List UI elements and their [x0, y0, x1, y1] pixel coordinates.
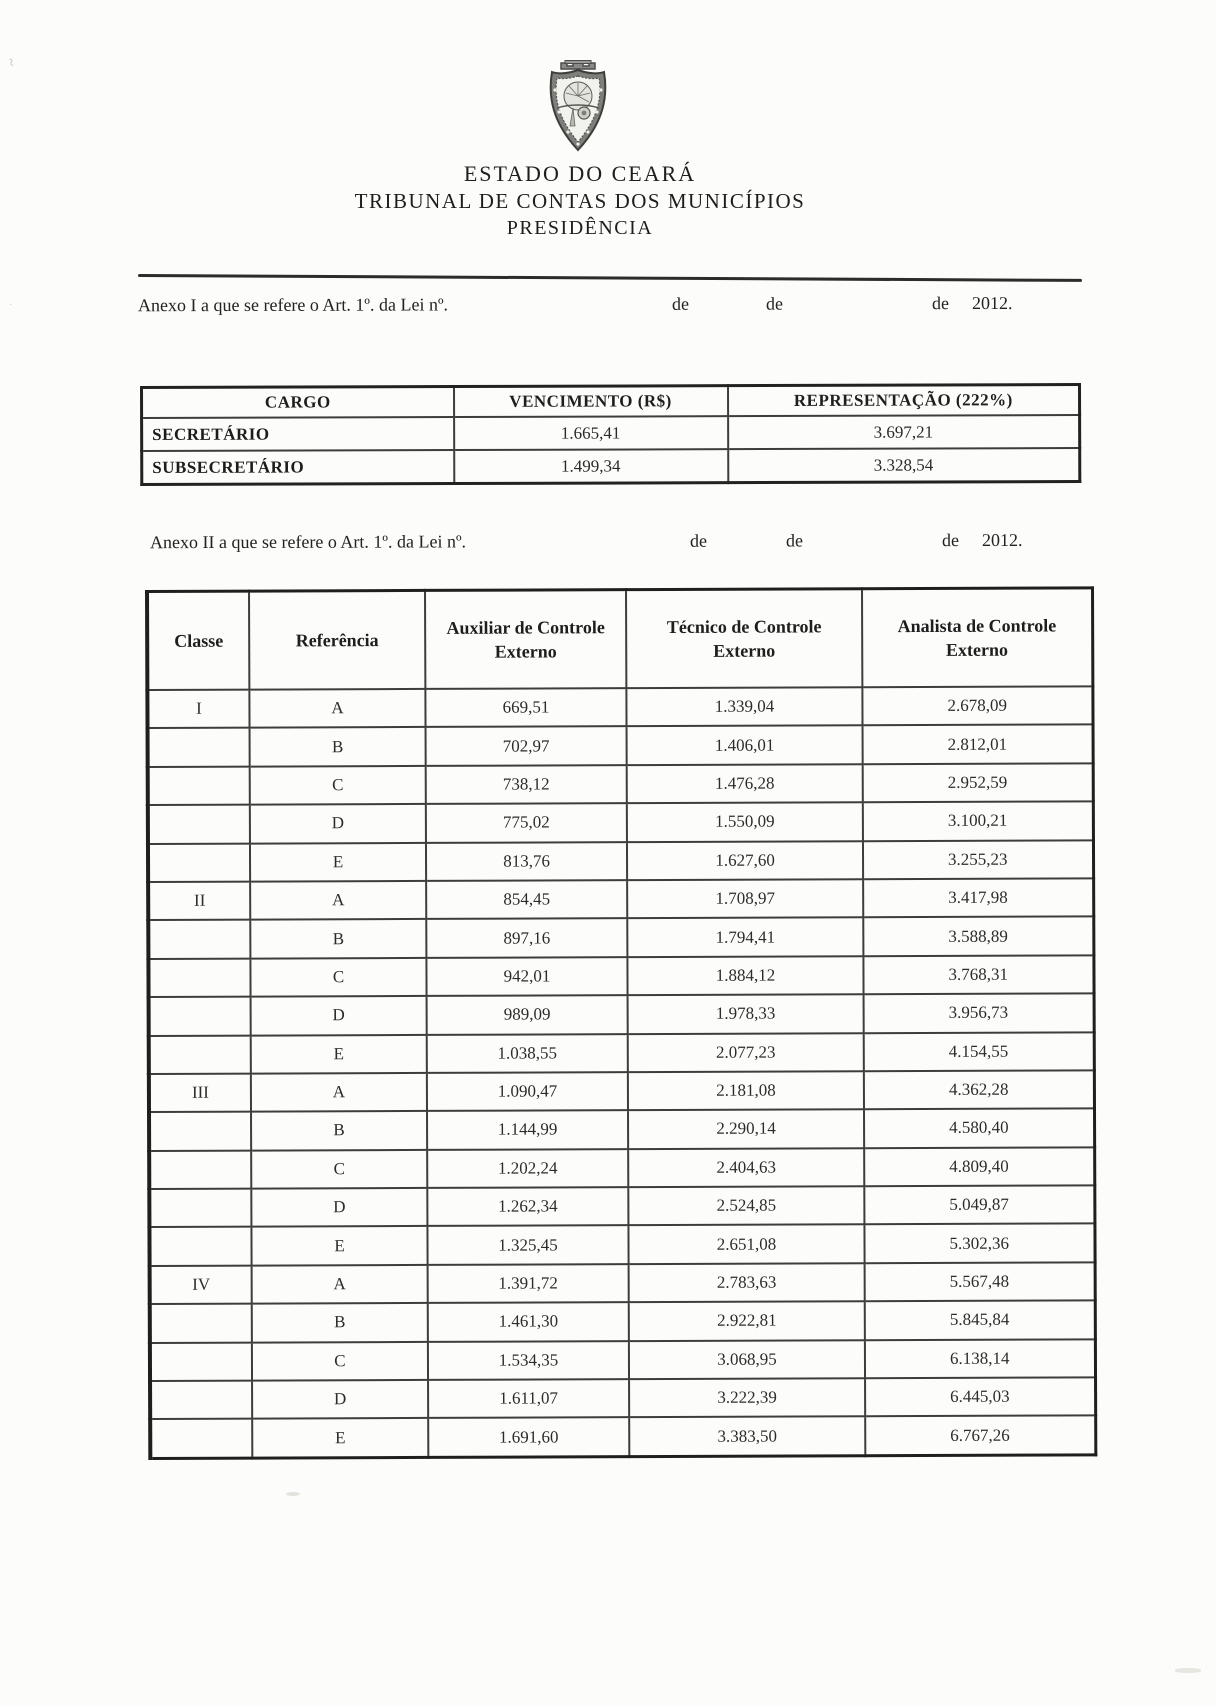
- header-divider: [138, 274, 1082, 282]
- table-cell: 2.783,63: [629, 1263, 865, 1302]
- table-row: [148, 840, 1093, 882]
- table-cell: [148, 920, 250, 959]
- table-row: [149, 1109, 1094, 1151]
- table-cell: 1.499,34: [454, 449, 728, 483]
- table-cell: [149, 1189, 251, 1228]
- table-cell: 1.550,09: [627, 802, 863, 841]
- anexo1-table-wrap: [140, 383, 1078, 486]
- table-cell: IV: [150, 1265, 252, 1304]
- anexo2-table: [145, 586, 1097, 1459]
- anexo1-de-day: de: [671, 293, 690, 314]
- table-cell: 775,02: [426, 803, 627, 842]
- table-cell: 1.476,28: [627, 764, 863, 803]
- table-row: [149, 1147, 1094, 1189]
- table-row: [148, 763, 1093, 805]
- table-cell: D: [251, 1188, 427, 1227]
- table-cell: 5.845,84: [865, 1301, 1095, 1340]
- table-cell: 1.978,33: [628, 994, 864, 1033]
- table-cell: 2.077,23: [628, 1033, 864, 1072]
- table-cell: 6.445,03: [865, 1377, 1095, 1416]
- anexo2-table-wrap: [145, 586, 1093, 1459]
- table-cell: 3.697,21: [728, 415, 1080, 449]
- anexo2-label: Anexo II a que se refere o Art. 1º. da Lei nº.: [149, 531, 467, 553]
- table-cell: 2.181,08: [628, 1071, 864, 1110]
- table-row: [149, 1224, 1094, 1266]
- table-cell: B: [252, 1303, 428, 1342]
- table-cell: 1.391,72: [428, 1264, 629, 1303]
- table-row: [147, 686, 1092, 728]
- table-cell: 4.809,40: [864, 1147, 1094, 1186]
- table-cell: 2.678,09: [862, 686, 1092, 725]
- table-cell: E: [252, 1418, 428, 1458]
- table-cell: E: [251, 1034, 427, 1073]
- table-cell: 1.665,41: [454, 416, 728, 450]
- table-row: [142, 448, 1080, 484]
- anexo1-label: Anexo I a que se refere o Art. 1º. da Lei nº.: [137, 294, 449, 316]
- table-cell: 813,76: [426, 842, 627, 881]
- table-cell: A: [252, 1265, 428, 1304]
- anexo1-caption: [0, 292, 1216, 321]
- table-row: [149, 1032, 1094, 1074]
- table-cell: 702,97: [426, 727, 627, 766]
- table-row: [148, 878, 1093, 920]
- anexo1-de-year: de: [931, 293, 950, 314]
- table-cell: SUBSECRETÁRIO: [142, 450, 454, 484]
- table-cell: 2.952,59: [863, 763, 1093, 802]
- table-cell: 2.812,01: [863, 725, 1093, 764]
- table-cell: I: [147, 690, 249, 729]
- table-row: [148, 725, 1093, 767]
- org-name-state: ESTADO DO CEARÁ: [463, 161, 697, 186]
- org-name-presidencia: PRESIDÊNCIA: [506, 217, 654, 239]
- table-cell: C: [251, 1150, 427, 1189]
- anexo1-year: 2012.: [971, 292, 1013, 314]
- table-cell: 1.884,12: [627, 956, 863, 995]
- table-cell: 1.708,97: [627, 879, 863, 918]
- table-cell: 854,45: [426, 880, 627, 919]
- table-cell: 4.154,55: [864, 1032, 1094, 1071]
- scan-artifact: [286, 1492, 300, 1496]
- anexo2-caption: [0, 529, 1216, 558]
- table-cell: 3.956,73: [864, 993, 1094, 1032]
- org-name-tribunal: TRIBUNAL DE CONTAS DOS MUNICÍPIOS: [354, 189, 806, 213]
- col-header-vencimento: VENCIMENTO (R$): [454, 386, 728, 417]
- scan-artifact: ·: [9, 300, 13, 311]
- table-cell: B: [250, 919, 426, 958]
- table-header-row: [147, 588, 1092, 690]
- table-cell: 5.302,36: [864, 1224, 1094, 1263]
- coat-of-arms-icon: [543, 60, 613, 152]
- table-cell: 3.383,50: [629, 1417, 865, 1457]
- table-cell: [150, 1381, 252, 1420]
- table-row: [149, 1070, 1094, 1112]
- table-cell: C: [250, 766, 426, 805]
- anexo1-table: [140, 383, 1081, 486]
- anexo2-de-year: de: [941, 530, 960, 551]
- anexo2-de-day: de: [689, 530, 708, 551]
- table-row: [148, 917, 1093, 959]
- table-cell: 1.038,55: [427, 1034, 628, 1073]
- table-cell: [148, 728, 250, 767]
- table-cell: B: [250, 727, 426, 766]
- col-header-auxiliar: Auxiliar de Controle Externo: [425, 590, 626, 689]
- table-row: [148, 802, 1093, 844]
- table-cell: [148, 766, 250, 805]
- table-cell: 1.339,04: [626, 687, 862, 726]
- table-cell: [150, 1304, 252, 1343]
- table-row: [142, 415, 1080, 451]
- table-cell: 2.651,08: [628, 1225, 864, 1264]
- table-cell: 1.461,30: [428, 1302, 629, 1341]
- table-cell: 1.325,45: [427, 1226, 628, 1265]
- col-header-cargo: CARGO: [142, 387, 454, 418]
- table-row: [148, 955, 1093, 997]
- table-cell: 1.406,01: [627, 726, 863, 765]
- col-header-tecnico: Técnico de Controle Externo: [626, 589, 862, 688]
- table-cell: 3.068,95: [629, 1340, 865, 1379]
- table-cell: 3.255,23: [863, 840, 1093, 879]
- table-cell: 5.567,48: [865, 1262, 1095, 1301]
- table-cell: 3.100,21: [863, 802, 1093, 841]
- anexo2-year: 2012.: [981, 529, 1023, 551]
- table-cell: [149, 997, 251, 1036]
- table-cell: 4.362,28: [864, 1070, 1094, 1109]
- table-row: [150, 1339, 1095, 1381]
- table-cell: II: [148, 882, 250, 921]
- table-cell: 3.588,89: [863, 917, 1093, 956]
- table-cell: A: [249, 689, 425, 728]
- table-cell: 942,01: [426, 957, 627, 996]
- table-cell: E: [250, 842, 426, 881]
- table-cell: C: [250, 958, 426, 997]
- table-cell: 1.534,35: [428, 1341, 629, 1380]
- table-row: [150, 1416, 1095, 1459]
- table-header-row: [142, 385, 1080, 418]
- table-cell: 2.524,85: [628, 1186, 864, 1225]
- table-cell: A: [250, 881, 426, 920]
- table-cell: 2.922,81: [629, 1301, 865, 1340]
- table-cell: [148, 958, 250, 997]
- table-row: [150, 1377, 1095, 1419]
- table-cell: [148, 805, 250, 844]
- table-cell: 669,51: [425, 688, 626, 727]
- table-cell: 1.611,07: [428, 1379, 629, 1418]
- scan-artifact: ~: [1, 57, 20, 68]
- table-cell: [149, 1112, 251, 1151]
- table-cell: E: [251, 1226, 427, 1265]
- table-cell: III: [149, 1074, 251, 1113]
- table-cell: D: [251, 996, 427, 1035]
- table-cell: 1.794,41: [627, 918, 863, 957]
- table-cell: [148, 843, 250, 882]
- table-cell: B: [251, 1111, 427, 1150]
- org-header: [140, 160, 1020, 241]
- table-cell: 6.767,26: [865, 1416, 1095, 1456]
- table-cell: 1.627,60: [627, 841, 863, 880]
- table-cell: 989,09: [427, 995, 628, 1034]
- table-cell: D: [250, 804, 426, 843]
- anexo1-table-body: [142, 415, 1080, 484]
- table-cell: [149, 1227, 251, 1266]
- table-cell: 3.222,39: [629, 1378, 865, 1417]
- table-cell: A: [251, 1073, 427, 1112]
- col-header-analista: Analista de Controle Externo: [862, 588, 1092, 687]
- anexo2-table-body: [147, 686, 1095, 1458]
- anexo2-de-month: de: [785, 530, 804, 551]
- table-row: [149, 1185, 1094, 1227]
- table-cell: 3.328,54: [728, 448, 1080, 483]
- table-cell: 5.049,87: [864, 1185, 1094, 1224]
- anexo1-de-month: de: [765, 293, 784, 314]
- col-header-referencia: Referência: [249, 590, 425, 689]
- table-cell: 1.144,99: [427, 1110, 628, 1149]
- col-header-representacao: REPRESENTAÇÃO (222%): [728, 385, 1080, 417]
- table-row: [150, 1301, 1095, 1343]
- table-cell: SECRETÁRIO: [142, 417, 454, 451]
- table-cell: 4.580,40: [864, 1109, 1094, 1148]
- table-cell: 897,16: [426, 918, 627, 957]
- table-cell: D: [252, 1380, 428, 1419]
- table-cell: 1.202,24: [427, 1149, 628, 1188]
- table-cell: [149, 1035, 251, 1074]
- table-cell: [150, 1419, 252, 1458]
- table-cell: [150, 1342, 252, 1381]
- scan-artifact: [1175, 1668, 1201, 1673]
- table-cell: 2.404,63: [628, 1148, 864, 1187]
- table-cell: 3.768,31: [863, 955, 1093, 994]
- table-cell: C: [252, 1342, 428, 1381]
- table-cell: 1.262,34: [427, 1187, 628, 1226]
- table-cell: 1.691,60: [428, 1418, 629, 1458]
- table-cell: [149, 1150, 251, 1189]
- table-cell: 738,12: [426, 765, 627, 804]
- table-row: [149, 993, 1094, 1035]
- table-cell: 1.090,47: [427, 1072, 628, 1111]
- table-cell: 6.138,14: [865, 1339, 1095, 1378]
- table-cell: 3.417,98: [863, 878, 1093, 917]
- table-row: [150, 1262, 1095, 1304]
- col-header-classe: Classe: [147, 591, 249, 690]
- table-cell: 2.290,14: [628, 1110, 864, 1149]
